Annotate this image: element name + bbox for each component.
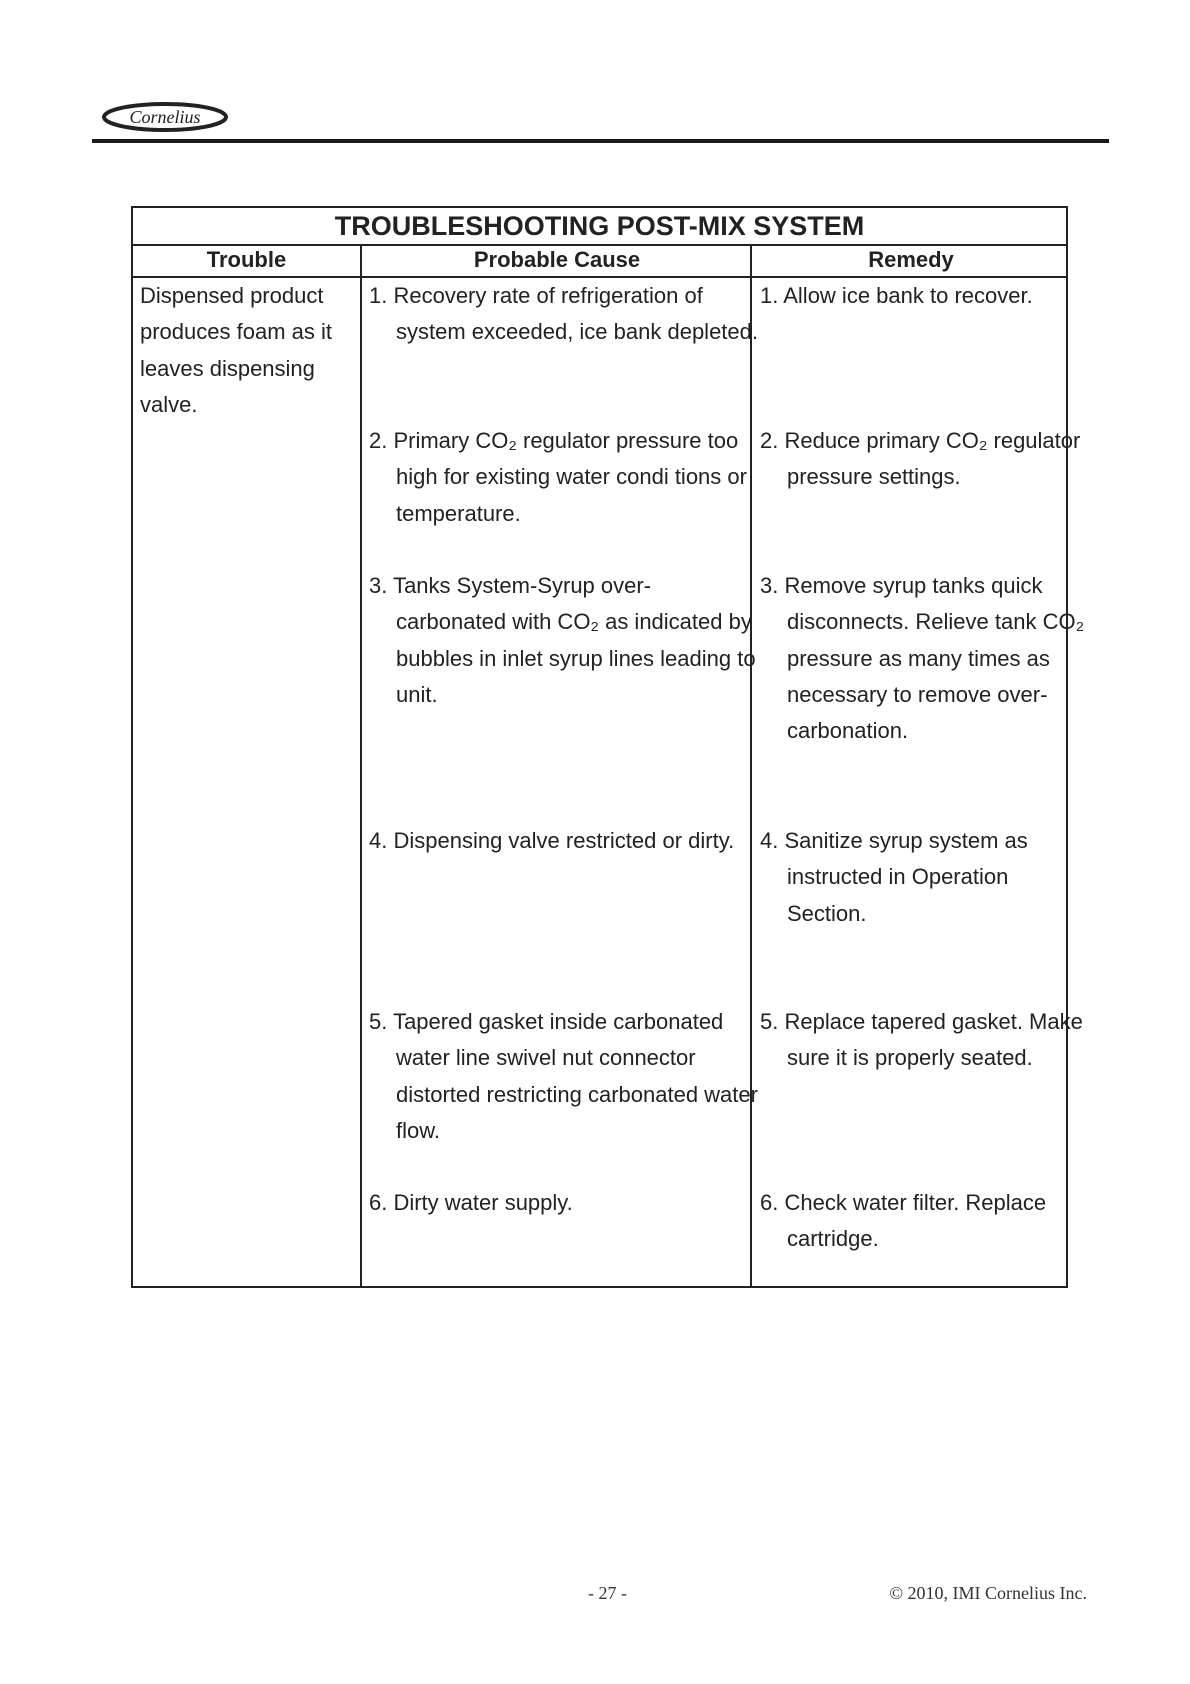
copyright: © 2010, IMI Cornelius Inc.: [889, 1583, 1087, 1603]
remedy-item: 3. Remove syrup tanks quick disconnects. Relieve tank CO₂ pressure as many times as necessary to remove over-carbonation.: [760, 573, 1085, 744]
column-header-cause: Probable Cause: [473, 247, 641, 272]
probable-cause-item: 5. Tapered gasket inside carbonated water line swivel nut connector distorted restricting carbonated water flow.: [369, 1009, 758, 1143]
column-divider: [360, 244, 362, 1286]
probable-cause-item: 2. Primary CO₂ regulator pressure too high for existing water condi tions or temperature.: [369, 428, 747, 526]
probable-cause-item: 4. Dispensing valve restricted or dirty.: [369, 828, 735, 853]
troubleshooting-table: [131, 206, 1085, 1288]
column-header-remedy: Remedy: [868, 247, 954, 272]
table-header: [133, 244, 1066, 278]
table-title: TROUBLESHOOTING POST-MIX SYSTEM: [133, 208, 1066, 246]
column-header-trouble: Trouble: [206, 247, 287, 272]
remedy-item: 1. Allow ice bank to recover.: [760, 283, 1033, 308]
probable-cause-item: 3. Tanks System-Syrup over-carbonated with CO₂ as indicated by bubbles in inlet syrup lines leading to unit.: [369, 573, 756, 707]
remedy-item: 2. Reduce primary CO₂ regulator pressure settings.: [760, 428, 1081, 490]
remedy-item: 4. Sanitize syrup system as instructed in Operation Section.: [760, 828, 1028, 926]
svg-text:Cornelius: Cornelius: [129, 107, 201, 127]
trouble-text: Dispensed product produces foam as it leaves dispensing valve.: [140, 283, 332, 417]
page-number: - 27 -: [588, 1583, 627, 1603]
header-rule: [92, 139, 1109, 143]
remedy-item: 6. Check water filter. Replace cartridge.: [760, 1190, 1047, 1252]
probable-cause-item: 6. Dirty water supply.: [369, 1190, 573, 1215]
remedy-item: 5. Replace tapered gasket. Make sure it is properly seated.: [760, 1009, 1083, 1071]
cornelius-logo: [101, 100, 229, 134]
probable-cause-item: 1. Recovery rate of refrigeration of system exceeded, ice bank depleted.: [369, 283, 759, 345]
